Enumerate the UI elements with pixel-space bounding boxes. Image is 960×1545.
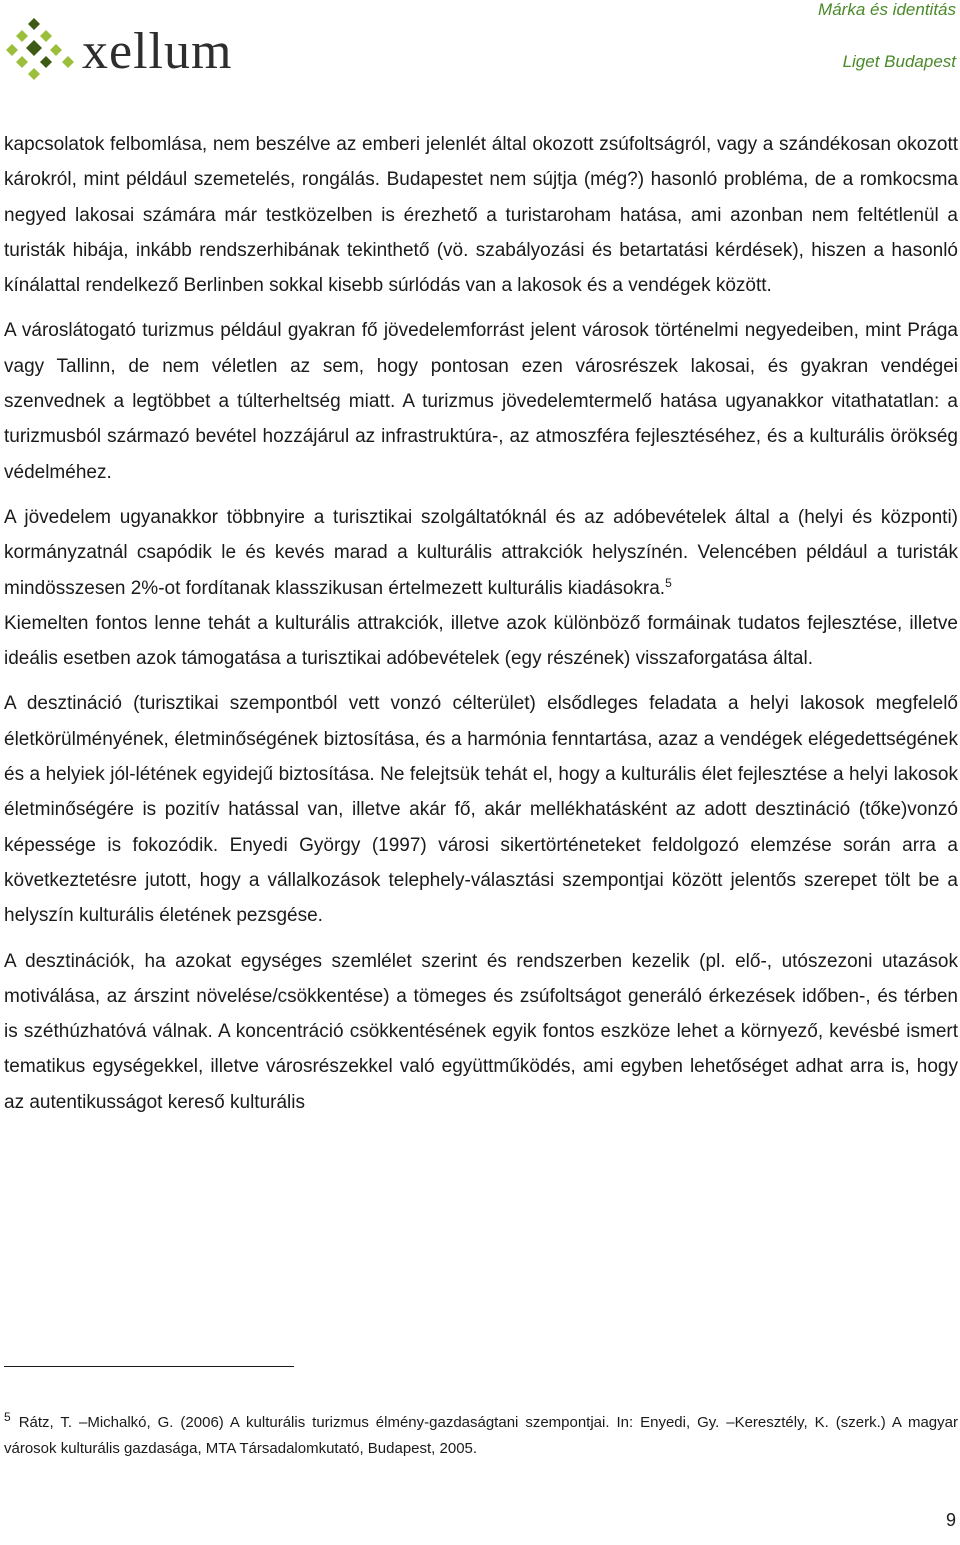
- paragraph: A desztinációk, ha azokat egységes szemlélet szerint és rendszerben kezelik (pl. elő-, utószezoni utazások motiválása, az árszint növelése/csökkentése) a tömeges és zsúfoltságot generáló érkezések időben-, és térben is széthúzhatóvá válnak. A koncentráció csökkentésének egyik fontos eszköze lehet a környező, kevésbé ismert tematikus egységekkel, illetve városrészekkel való együttműködés, ami egyben lehetőséget adhat arra is, hogy az autentikusságot kereső kulturális: [4, 950, 958, 1113]
- xellum-logo: [4, 16, 254, 88]
- footnote-reference: 5: [665, 575, 672, 590]
- paragraph: kapcsolatok felbomlása, nem beszélve az emberi jelenlét által okozott zsúfoltságról, vagy a szándékosan okozott károkról, mint például szemetelés, rongálás. Budapestet nem sújtja (még?) hasonló probléma, de a romkocsma negyed lakosai számára már testközelben is érezhető a turistaroham hatása, ami azonban nem feltétlenül a turisták hibája, inkább rendszerhibának tekinthető (vö. szabályozási és betartatási kérdések), hiszen a hasonló kínálattal rendelkező Berlinben sokkal kisebb súrlódás van a lakosok és a vendégek között.: [4, 134, 958, 297]
- paragraph: A desztináció (turisztikai szempontból vett vonzó célterület) elsődleges feladata a helyi lakosok megfelelő életkörülményének, életminőségének biztosítása, és a harmónia fenntartása, azaz a vendégek elégedettségének és a helyiek jól-létének egyidejű biztosítása. Ne felejtsük tehát el, hogy a kulturális élet fejlesztése a helyi lakosok életminőségére is pozitív hatással van, illetve akár fő, akár mellékhatásként az adott desztináció (tőke)vonzó képessége is fokozódik. Enyedi György (1997) városi sikertörténeteket feldolgozó elemzése során arra a következtetésre jutott, hogy a vállalkozások telephely-választási szempontjai között jelentős szerepet tölt be a helyszín kulturális életének pezsgése.: [4, 693, 958, 927]
- diamond-logo-icon: [4, 16, 78, 88]
- body-text: [4, 127, 958, 1130]
- footnote-text: Rátz, T. –Michalkó, G. (2006) A kulturális turizmus élmény-gazdaságtani szempontjai. In: Enyedi, Gy. –Keresztély, K. (szerk.) A magyar városok kulturális gazdasága, MTA Társadalomkutató, Budapest, 2005.: [4, 1414, 958, 1457]
- footnote-separator: [4, 1366, 294, 1367]
- header-title: Márka és identitás: [818, 0, 956, 19]
- paragraph: Kiemelten fontos lenne tehát a kulturális attrakciók, illetve azok különböző formáinak tudatos fejlesztése, illetve ideális esetben azok támogatása a turisztikai adóbevételek (egy részének) visszaforgatása által.: [4, 612, 958, 670]
- paragraph-text: A jövedelem ugyanakkor többnyire a turisztikai szolgáltatóknál és az adóbevételek által a (helyi és központi) kormányzatnál csapódik le és kevés marad a kulturális attrakciók helyszínén. Velencében például a turisták mindösszesen 2%-ot fordítanak klasszikusan értelmezett kulturális kiadásokra.: [4, 506, 958, 599]
- header-subtitle: Liget Budapest: [842, 52, 956, 71]
- page-number: 9: [945, 1510, 956, 1530]
- footnote: [4, 1410, 958, 1462]
- paragraph: A városlátogató turizmus például gyakran fő jövedelemforrást jelent városok történelmi negyedeiben, mint Prága vagy Tallinn, de nem véletlen az sem, hogy pontosan ezen városrészek lakosai, és gyakran vendégei szenvednek a legtöbbet a túlterheltség miatt. A turizmus jövedelemtermelő hatása ugyanakkor vitathatatlan: a turizmusból származó bevétel hozzájárul az infrastruktúra-, az atmoszféra fejlesztéséhez, és a kulturális örökség védelméhez.: [4, 320, 958, 483]
- logo-wordmark: xellum: [82, 23, 233, 80]
- paragraph: [4, 500, 958, 606]
- footnote-number: 5: [4, 1410, 11, 1424]
